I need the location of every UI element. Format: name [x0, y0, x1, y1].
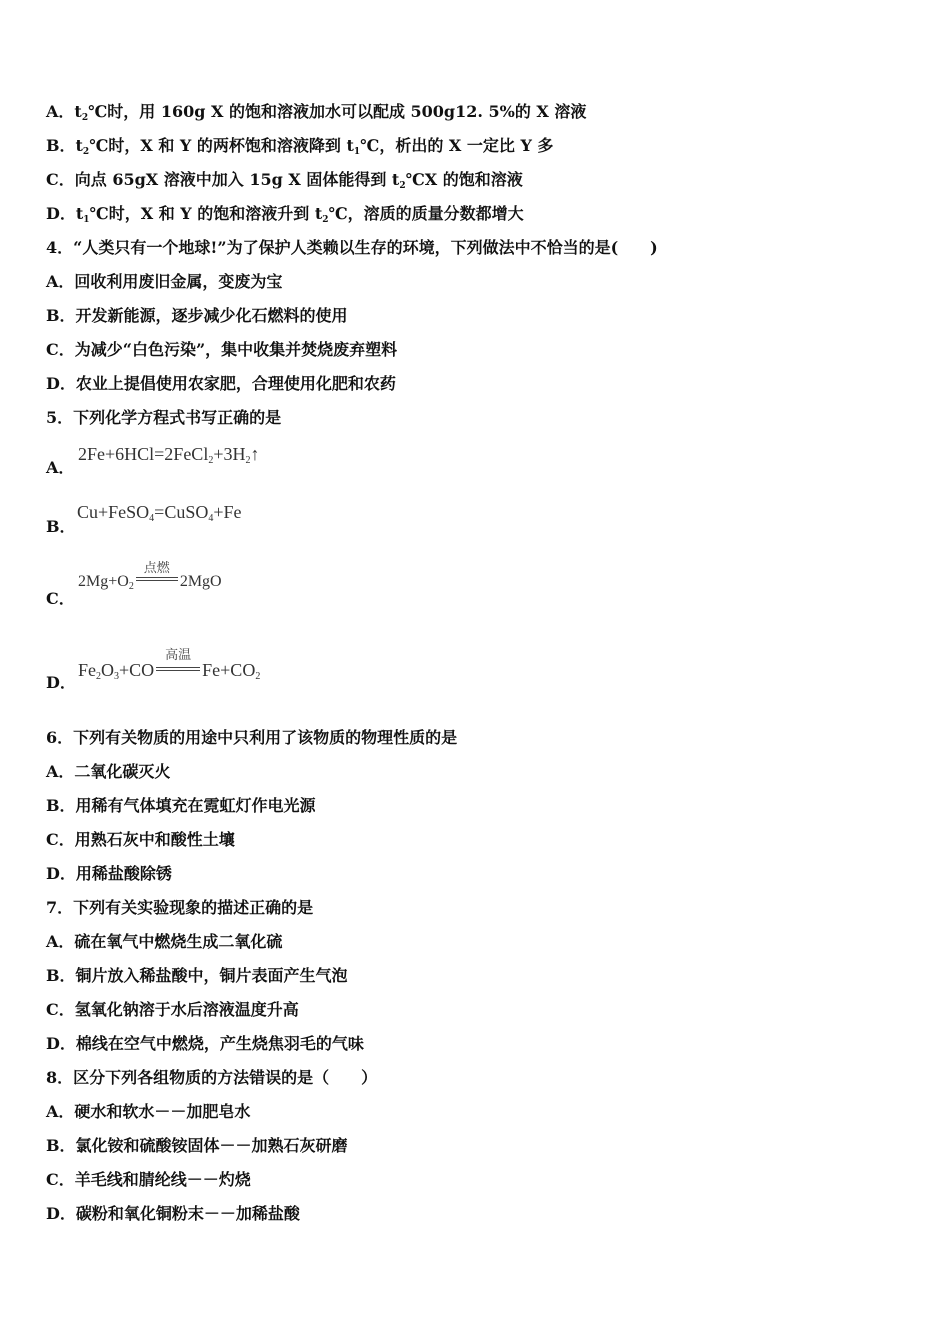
q7-option-d: D．棉线在空气中燃烧，产生烧焦羽毛的气味 [46, 1034, 364, 1053]
q8-option-a: A．硬水和软水－－加肥皂水 [46, 1102, 251, 1121]
q8-stem: 8．区分下列各组物质的方法错误的是（ ） [46, 1068, 378, 1087]
q5-option-d-label: D． [46, 673, 76, 692]
q5-option-b-label: B． [46, 517, 76, 536]
q7-option-b: B．铜片放入稀盐酸中，铜片表面产生气泡 [46, 966, 348, 985]
q8-option-d: D．碳粉和氧化铜粉末－－加稀盐酸 [46, 1204, 300, 1223]
q3-option-c: C．向点 65gX 溶液中加入 15g X 固体能得到 $t_2℃X$ 的饱和溶液 [46, 170, 523, 191]
q5-equation-d: $Fe_2O_3+CO$ 高温 $Fe+CO_2$ [78, 648, 261, 682]
reaction-condition-ignite: 点燃 [136, 573, 178, 591]
q6-option-a: A．二氧化碳灭火 [46, 762, 171, 781]
q5-option-c-label: C． [46, 589, 75, 608]
q4-option-d: D．农业上提倡使用农家肥，合理使用化肥和农药 [46, 374, 396, 393]
q4-option-b: B．开发新能源，逐步减少化石燃料的使用 [46, 306, 348, 325]
reaction-condition-high-temp: 高温 [156, 660, 200, 681]
q5-equation-c: $2Mg+O_2$ 点燃 2MgO [78, 561, 222, 592]
q4-stem: 4．“人类只有一个地球!”为了保护人类赖以生存的环境，下列做法中不恰当的是( ) [46, 238, 658, 257]
q3-option-b: B．$t_2℃$时，X 和 Y 的两杯饱和溶液降到 $t_1℃$，析出的 X 一定比 Y 多 [46, 136, 554, 157]
q3-option-a: A．$t_2℃$时，用 160g X 的饱和溶液加水可以配成 500g12. 5%的 X 溶液 [46, 102, 587, 123]
q7-stem: 7．下列有关实验现象的描述正确的是 [46, 898, 314, 917]
q6-option-d: D．用稀盐酸除锈 [46, 864, 172, 883]
q5-option-a-label: A． [46, 458, 75, 477]
q5-stem: 5．下列化学方程式书写正确的是 [46, 408, 282, 427]
q4-option-c: C．为减少“白色污染”，集中收集并焚烧废弃塑料 [46, 340, 398, 359]
q7-option-c: C．氢氧化钠溶于水后溶液温度升高 [46, 1000, 299, 1019]
q6-stem: 6．下列有关物质的用途中只利用了该物质的物理性质的是 [46, 728, 458, 747]
q5-equation-b: Cu+FeSO$_4$=CuSO$_4$+Fe [77, 502, 242, 524]
q4-option-a: A．回收利用废旧金属，变废为宝 [46, 272, 283, 291]
q8-option-c: C．羊毛线和腈纶线－－灼烧 [46, 1170, 251, 1189]
q6-option-c: C．用熟石灰中和酸性土壤 [46, 830, 235, 849]
q3-option-d: D．$t_1℃$时，X 和 Y 的饱和溶液升到 $t_2℃$，溶质的质量分数都增大 [46, 204, 524, 225]
q6-option-b: B．用稀有气体填充在霓虹灯作电光源 [46, 796, 316, 815]
q5-equation-a: $2Fe+6HCl=2FeCl_2+3H_2↑$ [78, 444, 260, 466]
q8-option-b: B．氯化铵和硫酸铵固体－－加熟石灰研磨 [46, 1136, 348, 1155]
q7-option-a: A．硫在氧气中燃烧生成二氧化硫 [46, 932, 283, 951]
